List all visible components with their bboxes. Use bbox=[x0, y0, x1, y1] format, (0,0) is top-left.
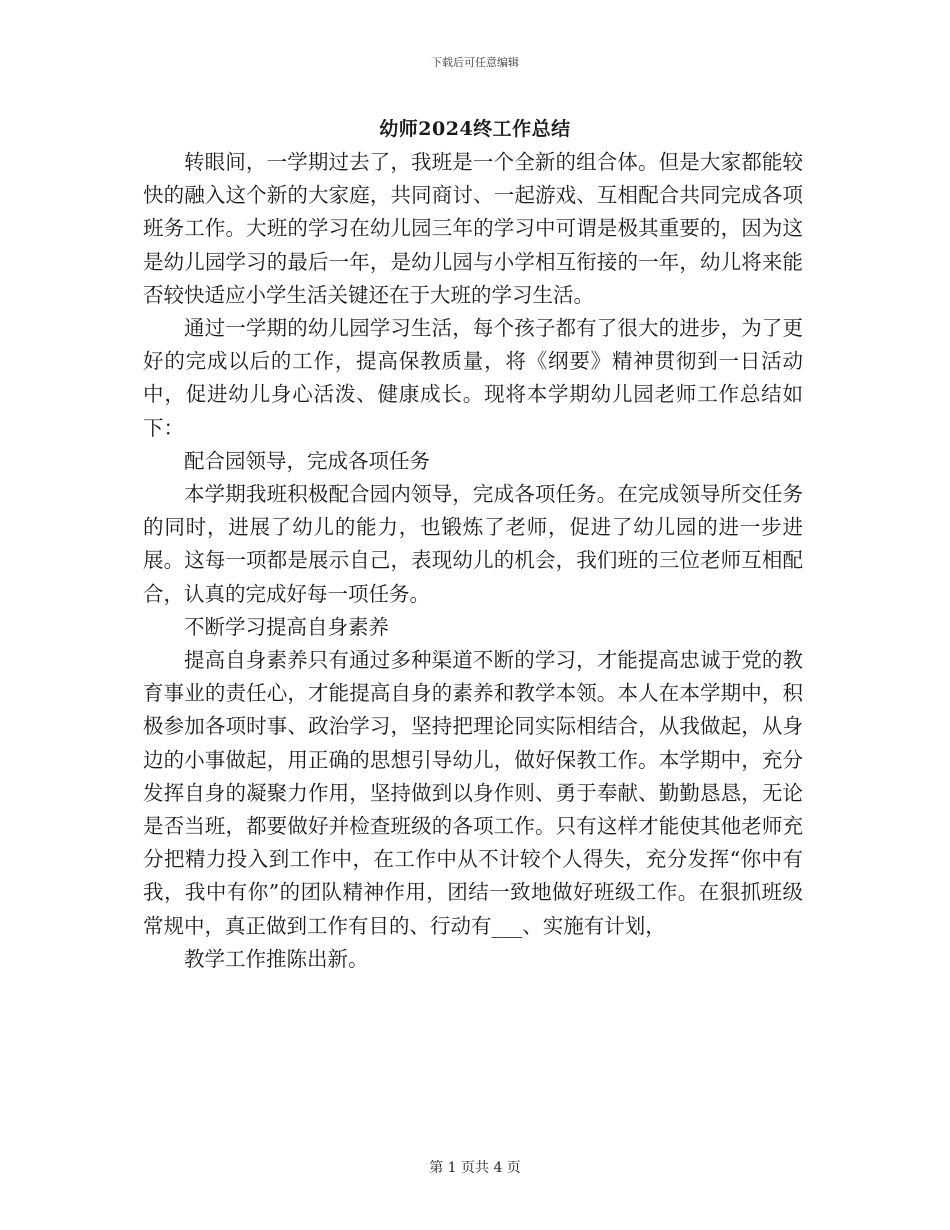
section-heading-teaching: 教学工作推陈出新。 bbox=[184, 946, 369, 971]
section-heading-self-improvement: 不断学习提高自身素养 bbox=[184, 614, 389, 639]
paragraph-summary-lead: 通过一学期的幼儿园学习生活，每个孩子都有了很大的进步，为了更好的完成以后的工作，提高保教质量，将《纲要》精神贯彻到一日活动中，促进幼儿身心活泼、健康成长。现将本学期幼儿园老师工作总结如下： bbox=[143, 316, 803, 440]
page-footer: 第 1 页共 4 页 bbox=[429, 1160, 521, 1176]
section-heading-cooperate: 配合园领导，完成各项任务 bbox=[184, 448, 430, 473]
paragraph-cooperate: 本学期我班积极配合园内领导，完成各项任务。在完成领导所交任务的同时，进展了幼儿的能力，也锻炼了老师，促进了幼儿园的进一步进展。这每一项都是展示自己，表现幼儿的机会，我们班的三位老师互相配合，认真的完成好每一项任务。 bbox=[143, 482, 803, 606]
page-header-note: 下载后可任意编辑 bbox=[431, 56, 519, 69]
paragraph-intro: 转眼间，一学期过去了，我班是一个全新的组合体。但是大家都能较快的融入这个新的大家庭，共同商讨、一起游戏、互相配合共同完成各项班务工作。大班的学习在幼儿园三年的学习中可谓是极其重要的，因为这是幼儿园学习的最后一年，是幼儿园与小学相互衔接的一年，幼儿将来能否较快适应小学生活关键还在于大班的学习生活。 bbox=[143, 150, 803, 307]
document-title: 幼师2024终工作总结 bbox=[379, 118, 571, 140]
paragraph-self-improvement: 提高自身素养只有通过多种渠道不断的学习，才能提高忠诚于党的教育事业的责任心，才能提高自身的素养和教学本领。本人在本学期中，积极参加各项时事、政治学习，坚持把理论同实际相结合，从我做起，从身边的小事做起，用正确的思想引导幼儿，做好保教工作。本学期中，充分发挥自身的凝聚力作用，坚持做到以身作则、勇于奉献、勤勤恳恳，无论是否当班，都要做好并检查班级的各项工作。只有这样才能使其他老师充分把精力投入到工作中，在工作中从不计较个人得失，充分发挥“你中有我，我中有你”的团队精神作用，团结一致地做好班级工作。在狠抓班级常规中，真正做到工作有目的、行动有___、实施有计划， bbox=[143, 648, 803, 938]
document-body bbox=[143, 146, 803, 976]
